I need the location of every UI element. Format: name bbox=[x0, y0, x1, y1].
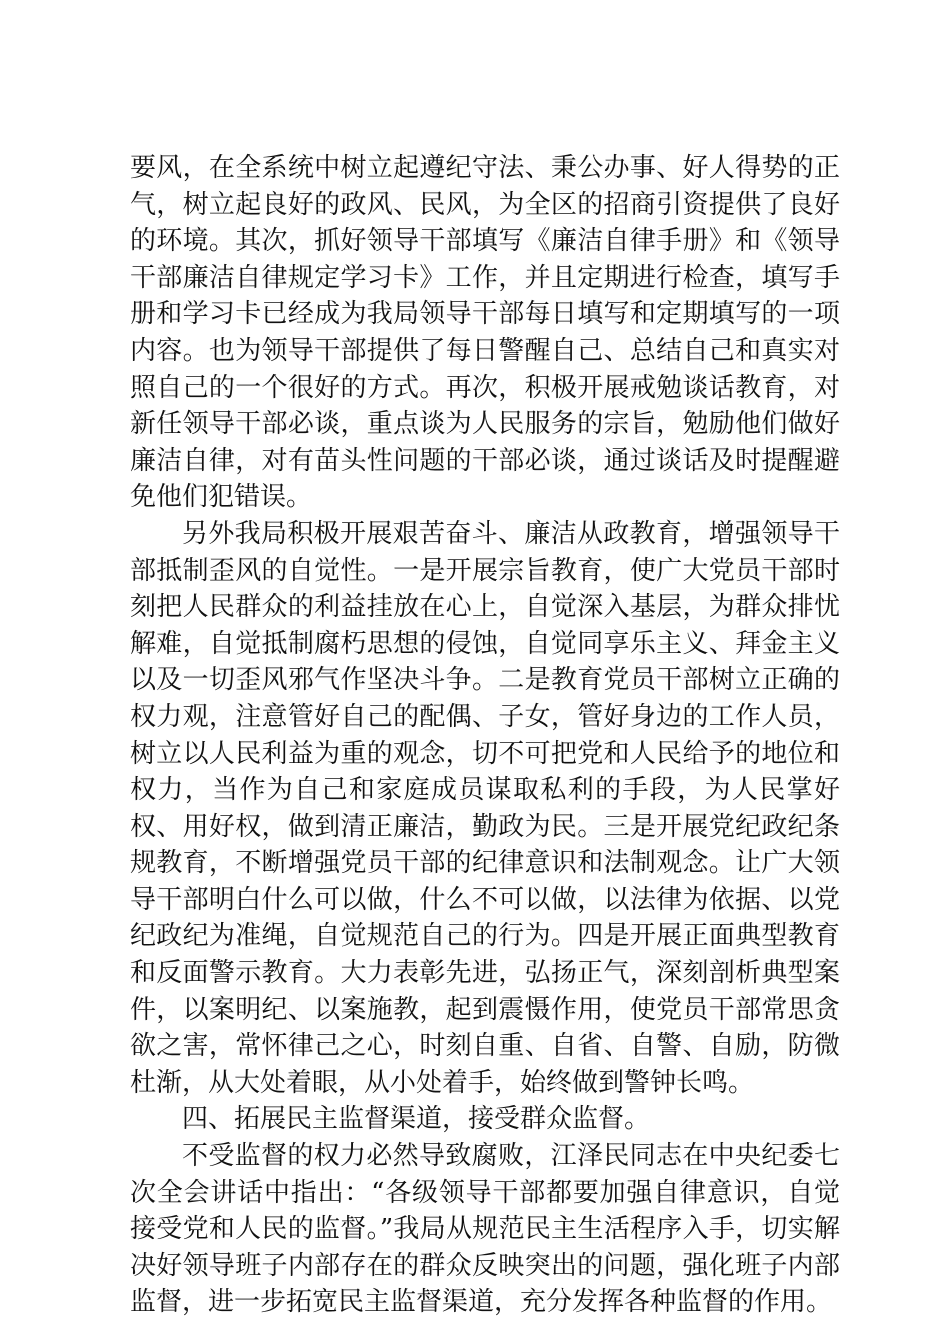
paragraph-1: 要风，在全系统中树立起遵纪守法、秉公办事、好人得势的正气，树立起良好的政风、民风，为全区的招商引资提供了良好的环境。其次，抓好领导干部填写《廉洁自律手册》和《领导干部廉洁自律规定学习卡》工作，并且定期进行检查，填写手册和学习卡已经成为我局领导干部每日填写和定期填写的一项内容。也为领导干部提供了每日警醒自己、总结自己和真实对照自己的一个很好的方式。再次，积极开展戒勉谈话教育，对新任领导干部必谈，重点谈为人民服务的宗旨，勉励他们做好廉洁自律，对有苗头性问题的干部必谈，通过谈话及时提醒避免他们犯错误。 bbox=[130, 153, 840, 513]
paragraph-3: 不受监督的权力必然导致腐败，江泽民同志在中央纪委七次全会讲话中指出：“各级领导干部都要加强自律意识，自觉接受党和人民的监督。”我局从规范民主生活程序入手，切实解决好领导班子内部存在的群众反映突出的问题，强化班子内部监督，进一步拓宽民主监督渠道，充分发挥各种监督的作用。 bbox=[130, 1141, 840, 1318]
section-heading: 四、拓展民主监督渠道，接受群众监督。 bbox=[182, 1104, 651, 1135]
paragraph-2: 另外我局积极开展艰苦奋斗、廉洁从政教育，增强领导干部抵制歪风的自觉性。一是开展宗旨教育，使广大党员干部时刻把人民群众的利益挂放在心上，自觉深入基层，为群众排忧解难，自觉抵制腐朽思想的侵蚀，自觉同享乐主义、拜金主义以及一切歪风邪气作坚决斗争。二是教育党员干部树立正确的权力观，注意管好自己的配偶、子女，管好身边的工作人员，树立以人民利益为重的观念，切不可把党和人民给予的地位和权力，当作为自己和家庭成员谋取私利的手段，为人民掌好权、用好权，做到清正廉洁，勤政为民。三是开展党纪政纪条规教育，不断增强党员干部的纪律意识和法制观念。让广大领导干部明白什么可以做，什么不可以做，以法律为依据、以党纪政纪为准绳，自觉规范自己的行为。四是开展正面典型教育和反面警示教育。大力表彰先进，弘扬正气，深刻剖析典型案件，以案明纪、以案施教，起到震慑作用，使党员干部常思贪欲之害，常怀律己之心，时刻自重、自省、自警、自励，防微杜渐，从大处着眼，从小处着手，始终做到警钟长鸣。 bbox=[130, 518, 840, 1098]
body-text bbox=[130, 150, 840, 1321]
